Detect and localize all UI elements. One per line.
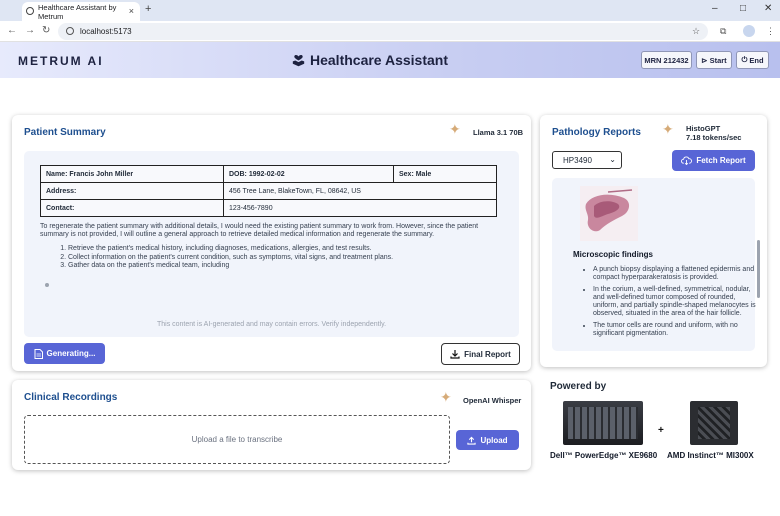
selected-case: HP3490 xyxy=(563,155,592,165)
power-icon: ⏻ xyxy=(741,55,748,64)
amd-chip-image xyxy=(690,401,738,445)
sparkle-icon: ✦ xyxy=(449,121,461,137)
whisper-model-label: OpenAI Whisper xyxy=(463,396,522,405)
patient-sex: Sex: Male xyxy=(394,166,497,183)
pathology-report-content xyxy=(552,178,755,351)
recordings-title: Clinical Recordings xyxy=(24,392,118,403)
table-row xyxy=(41,166,497,183)
cloud-download-icon xyxy=(681,156,692,165)
list-item: 2. Collect information on the patient's current condition, such as symptoms, vital signs, and treatment plans. xyxy=(68,254,500,262)
tab-title: Healthcare Assistant by Metrum xyxy=(38,2,117,21)
close-window-button[interactable]: ✕ xyxy=(764,3,773,14)
contact-value: 123-456-7890 xyxy=(224,200,497,217)
browser-toolbar xyxy=(0,21,780,42)
report-scrollbar[interactable] xyxy=(757,240,760,298)
address-value: 456 Tree Lane, BlakeTown, FL, 08642, US xyxy=(224,183,497,200)
hand-heart-icon xyxy=(292,54,305,67)
summary-paragraph: To regenerate the patient summary with additional details, I would need the existing patient summary to work from. However, since the patient summary is not provided, I will outline a general approach to retrieve detailed medical information and regenerate the summary. xyxy=(40,223,479,239)
fetch-report-label: Fetch Report xyxy=(696,156,746,165)
chevron-down-icon: ⌄ xyxy=(609,155,616,164)
bookmark-star-icon[interactable]: ☆ xyxy=(692,26,701,36)
back-arrow-icon[interactable]: ← xyxy=(7,25,17,36)
server-label: Dell™ PowerEdge™ XE9680 xyxy=(550,451,658,460)
mrn-badge xyxy=(641,51,692,69)
powered-by-title: Powered by xyxy=(550,381,607,392)
document-icon xyxy=(34,349,43,359)
histology-image xyxy=(580,186,638,241)
browser-tab[interactable] xyxy=(22,2,140,21)
mrn-text: MRN 212432 xyxy=(644,55,689,65)
plus-sign: + xyxy=(658,425,664,436)
dell-server-image xyxy=(563,401,643,445)
dropzone-text: Upload a file to transcribe xyxy=(191,435,283,444)
tissue-slide-image xyxy=(580,186,638,241)
upload-button[interactable] xyxy=(456,430,519,450)
site-info-icon[interactable] xyxy=(66,27,74,35)
ai-disclaimer: This content is AI-generated and may contain errors. Verify independently. xyxy=(156,321,387,328)
app-title xyxy=(292,52,448,68)
chip-label: AMD Instinct™ MI300X xyxy=(667,451,754,460)
forward-arrow-icon[interactable]: → xyxy=(25,25,35,36)
summary-steps xyxy=(68,245,500,270)
pathology-model-label: HistoGPT xyxy=(686,124,721,133)
end-label: End xyxy=(749,55,764,65)
play-icon: ⊳ xyxy=(701,55,708,65)
app-header xyxy=(0,42,780,78)
address-label: Address: xyxy=(41,183,224,200)
menu-kebab-icon[interactable]: ⋮ xyxy=(766,26,775,36)
upload-icon xyxy=(467,436,476,445)
url-text: localhost:5173 xyxy=(80,27,132,36)
browser-tab-bar xyxy=(0,0,780,21)
contact-label: Contact: xyxy=(41,200,224,217)
pathology-title: Pathology Reports xyxy=(552,127,641,138)
table-row xyxy=(41,200,497,217)
tab-close-icon[interactable]: × xyxy=(128,6,134,16)
loading-dot xyxy=(45,283,49,287)
patient-summary-card xyxy=(12,115,531,371)
final-report-button[interactable] xyxy=(441,343,520,365)
patient-dob: DOB: 1992-02-02 xyxy=(224,166,394,183)
pathology-reports-card xyxy=(540,115,767,367)
new-tab-button[interactable]: + xyxy=(145,3,152,15)
profile-avatar[interactable] xyxy=(743,25,755,37)
download-icon xyxy=(450,349,460,359)
summary-text xyxy=(40,223,500,270)
findings-title: Microscopic findings xyxy=(573,250,654,259)
generating-label: Generating... xyxy=(46,349,96,358)
metrum-logo: METRUM AI xyxy=(18,54,104,68)
clinical-recordings-card xyxy=(12,380,531,470)
findings-list xyxy=(573,266,758,341)
generating-button[interactable] xyxy=(24,343,105,364)
patient-name: Name: Francis John Miller xyxy=(41,166,224,183)
start-button[interactable] xyxy=(696,51,732,69)
patient-info-table xyxy=(40,165,497,217)
table-row xyxy=(41,183,497,200)
reload-icon[interactable]: ↻ xyxy=(42,25,51,36)
list-item: • The tumor cells are round and uniform, with no significant pigmentation. xyxy=(593,322,758,339)
list-item: • In the corium, a well-defined, symmetrical, nodular, and well-defined tumor composed of rounded, uniform, and partially spindle-shaped melanocytes is observed, situated in the area of the hair follicle. xyxy=(593,286,758,319)
summary-content xyxy=(24,151,519,337)
app-title-text: Healthcare Assistant xyxy=(310,52,448,68)
globe-icon xyxy=(26,7,34,15)
final-report-label: Final Report xyxy=(464,349,511,359)
list-item: • A punch biopsy displaying a flattened epidermis and compact hyperparakeratosis is provided. xyxy=(593,266,758,283)
minimize-button[interactable]: – xyxy=(712,3,718,14)
start-label: Start xyxy=(709,55,727,65)
llm-model-label: Llama 3.1 70B xyxy=(473,128,524,137)
fetch-report-button[interactable] xyxy=(672,150,755,171)
case-select[interactable] xyxy=(552,151,622,169)
extensions-icon[interactable]: ⧉ xyxy=(720,26,727,36)
list-item: 3. Gather data on the patient's medical team, including xyxy=(68,262,500,270)
maximize-button[interactable]: □ xyxy=(740,3,747,14)
list-item: 1. Retrieve the patient's medical history, including diagnoses, medications, allergies, and test results. xyxy=(68,245,500,253)
sparkle-icon: ✦ xyxy=(662,121,674,137)
address-bar[interactable] xyxy=(58,23,708,40)
upload-label: Upload xyxy=(480,435,508,445)
tokens-per-sec: 7.18 tokens/sec xyxy=(686,133,742,142)
end-button[interactable] xyxy=(736,51,769,69)
sparkle-icon: ✦ xyxy=(440,389,452,405)
patient-summary-title: Patient Summary xyxy=(24,127,106,138)
upload-dropzone[interactable] xyxy=(24,415,450,464)
